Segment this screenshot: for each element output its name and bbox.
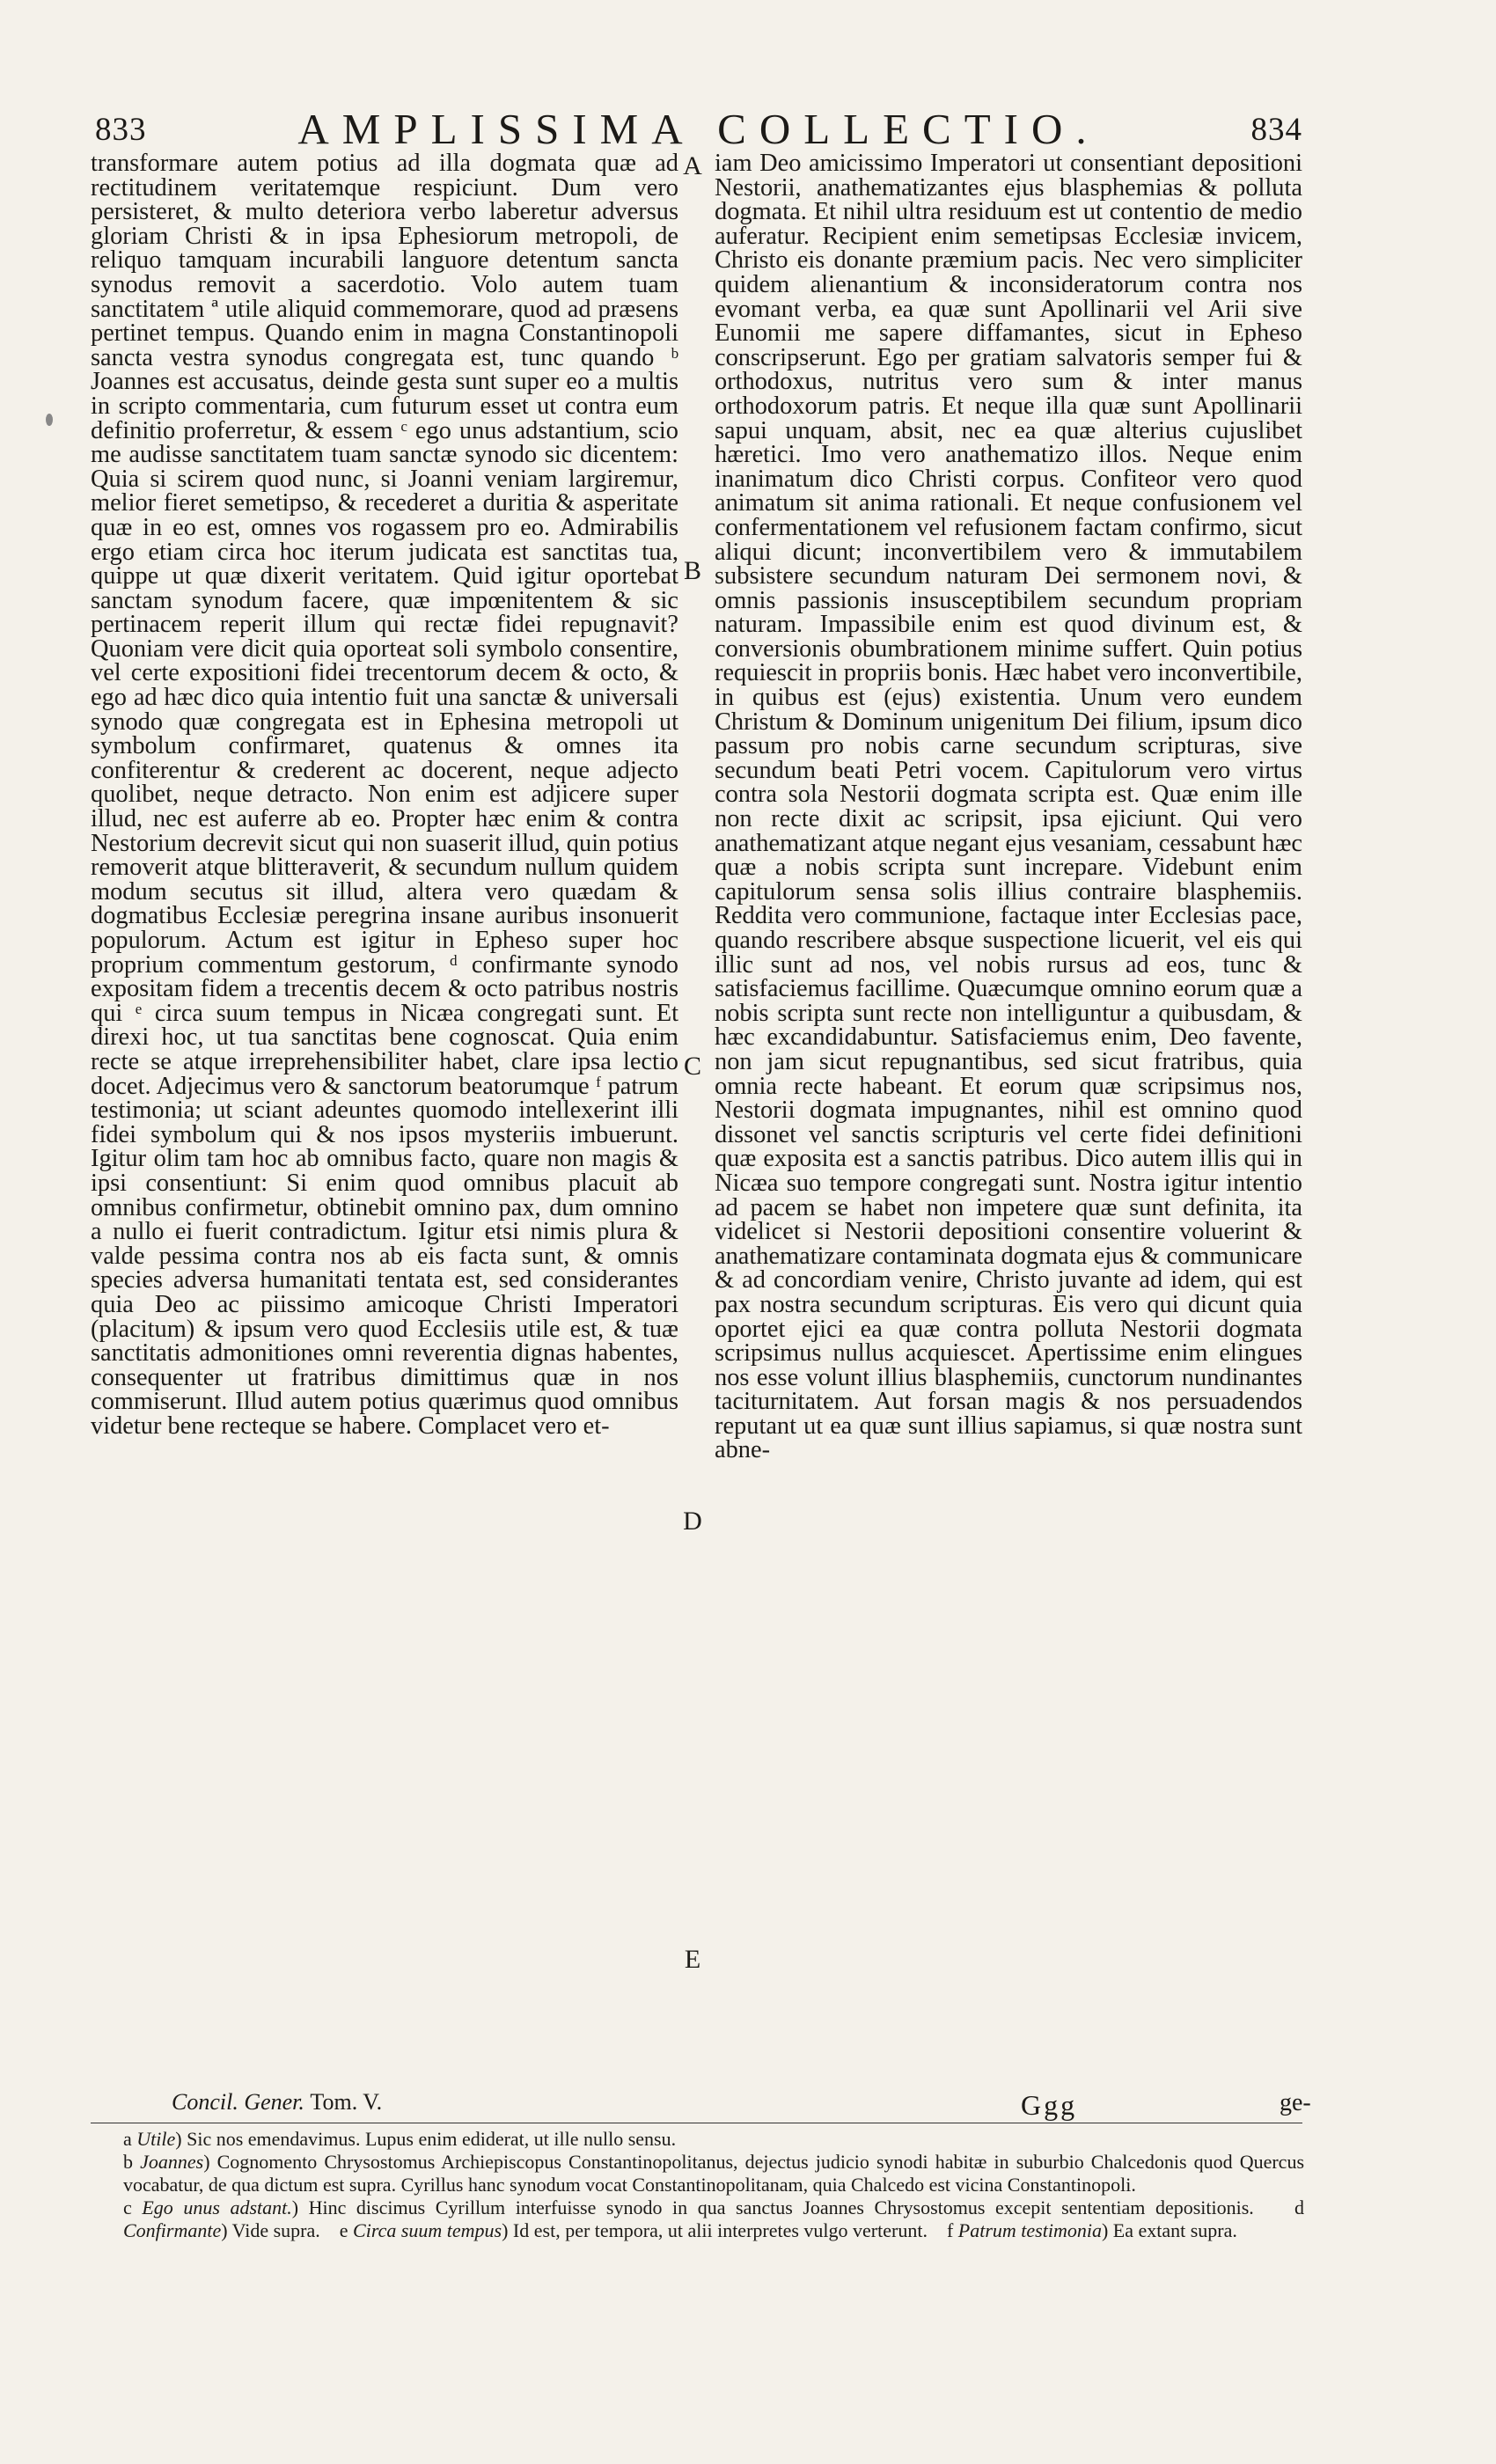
footnote-mark: e [339,2219,348,2241]
margin-letter-b: B [683,556,701,585]
signature-mark: Ggg [1021,2089,1078,2121]
running-title: AMPLISSIMA COLLECTIO. [297,105,1100,153]
margin-letter-e: E [684,1945,701,1974]
right-column-text: iam Deo amicissimo Imperatori ut consentiant depositioni Nestorii, anathematizantes ejus blasphemias & polluta dogmata. Et nihil ultra residuum est ut contentio de medio auferatur. Recipient enim semetipsas Ecclesiæ invicem, Christo eis donante præmium pacis. Nec vero simpliciter quidem alienantium & inconsideratorum contra nos evomant verba, ea quæ sunt Apollinarii vel Arii sive Eunomii me sapere diffamantes, sicut in Epheso conscripserunt. Ego per gratiam salvatoris semper fui & orthodoxus, nutritus vero sum & inter manus orthodoxorum patris. Et neque illa quæ sunt Apollinarii sapui unquam, absit, nec ea quæ alterius cujuslibet hæretici. Imo vero anathematizo illos. Neque enim inanimatum dico Christi corpus. Confiteor vero quod animatum sit anima rationali. Et neque confusionem vel confermentationem vel refusionem factam confirmo, sicut aliqui dicunt; inconvertibilem vero & immutabilem subsistere secundum naturam Dei sermonem novi, & omnis passionis insusceptibilem secundum propriam naturam. Impassibile enim est quod divinum est, & conversionis obumbrationem minime suffert. Quin potius requiescit in propriis bonis. Hæc habet vero inconvertibile, in quibus est (ejus) existentia. Unum vero eundem Christum & Dominum unigenitum Dei filium, ipsum dico passum pro nobis carne secundum scripturas, sive secundum beati Petri vocem. Capitulorum vero virtus contra sola Nestorii dogmata scripta est. Quæ enim ille non recte dixit ac scripsit, ipsa ejiciunt. Qui vero anathematizant atque negant ejus vesaniam, cessabunt hæc quæ a nobis scripta sunt increpare. Videbunt enim capitulorum sensa solis illius contraire blasphemiis. Reddita vero communione, factaque inter Ecclesias pace, quando rescribere absque suspectione licuerit, vel eis qui illic sunt ad nos, vel nobis rursus ad eos, tunc & satisfaciemus facillime. Quæcumque omnino eorum quæ a nobis scripta sunt recte non intelliguntur a quibusdam, & hæc excandidabuntur. Satisfaciemus enim, Deo favente, non jam sicut repugnantibus, sed sicut fratribus, quia omnia recte habeant. Et eorum quæ scripsimus nos, Nestorii dogmata impugnantes, nihil est omnino quod dissonet vel sanctis scripturis vel certe fidei definitioni quæ exposita est a sanctis patribus. Dico autem illis qui in Nicæa suo tempore congregati sunt. Nostra igitur intentio ad pacem se habet non impetere quæ sunt definita, ita videlicet si Nestorii depositioni consentire voluerint & anathematizare contaminata dogmata ejus & communicare & ad concordiam venire, Christo juvante ad idem, qui est pax nostra secundum scripturas. Eis vero qui dicunt quia oportet ejici ea quæ contra polluta Nestorii dogmata scripsimus nullus acquiescet. Apertissime enim elingues nos esse volunt illius blasphemiis, cunctorum nundinantes taciturnitatem. Aut forsan magis & nos persuadendos reputant ut ea quæ sunt illius sapiamus, si quæ nostra sunt abne- [715,150,1302,1464]
footnote-lemma: Confirmante [123,2219,222,2241]
footnote-lemma: Ego unus adstant. [142,2196,292,2218]
left-column [91,151,678,1438]
footnote-lemma: Circa suum tempus [353,2219,502,2241]
footnote-text: ) Hinc discimus Cyrillum interfuisse synodo in qua sanctus Joannes Chrysostomus excepit sententiam depositionis. [291,2196,1254,2218]
footnote-lemma: Patrum testimonia [957,2219,1102,2241]
footnote-mark: f [946,2219,954,2241]
footnote-line [123,2128,1304,2151]
margin-letter-d: D [683,1507,702,1536]
footnote-text: ) Ea extant supra. [1101,2219,1237,2241]
page-header [95,104,1302,157]
footnote-mark: d [1294,2196,1304,2218]
right-column [715,151,1302,1463]
footnote-text: ) Vide supra. [221,2219,320,2241]
margin-letter-a: A [683,151,702,180]
page-number-left: 833 [95,112,147,148]
series-title: Concil. Gener. [172,2089,304,2115]
footnote-mark: c [123,2196,132,2218]
footnote-mark: a [123,2128,132,2150]
pencil-mark [46,414,53,426]
footnote-mark: b [123,2151,133,2173]
footnotes [123,2128,1304,2242]
page-number-right: 834 [1250,112,1302,148]
series-line [172,2089,382,2116]
tome-number: Tom. V. [310,2089,383,2115]
footnote-lemma: Utile [136,2128,176,2150]
footnote-text: ) Sic nos emendavimus. Lupus enim ediderat, ut ille nullo sensu. [175,2128,677,2150]
footnote-lemma: Joannes [140,2151,204,2173]
footnote-line [123,2196,1304,2242]
footnote-text: ) Cognomento Chrysostomus Archiepiscopus Constantinopolitanus, dejectus judicio synodi habitæ in suburbio Chalcedonis quod Quercus vocabatur, de qua dictum est supra. Cyrillus hanc synodum vocat Constantinopolitanam, quia Chalcedo est vicina Constantinopoli. [123,2151,1305,2196]
margin-letter-c: C [683,1052,701,1081]
footnote-line [123,2151,1304,2196]
left-column-text: transformare autem potius ad illa dogmata quæ ad rectitudinem veritatemque respiciunt. Dum vero persisteret, & multo deteriora verbo laberetur adversus gloriam Christi & in ipsa Ephesiorum metropoli, de reliquo tamquam incurabili languore detentum sancta synodus removit a sacerdotio. Volo autem tuam sanctitatem ª utile aliquid commemorare, quod ad præsens pertinet tempus. Quando enim in magna Constantinopoli sancta vestra synodus congregata est, tunc quando ᵇ Joannes est accusatus, deinde gesta sunt super eo a multis in scripto commentaria, cum futurum esset ut contra eum definitio proferretur, & essem ᶜ ego unus adstantium, scio me audisse sanctitatem tuam sanctæ synodo sic dicentem: Quia si scirem quod nunc, si Joanni veniam largiremur, melior fieret semetipso, & recederet a duritia & asperitate quæ in eo est, omnes vos rogassem pro eo. Admirabilis ergo etiam circa hoc iterum judicata est sanctitas tua, quippe ut quæ dixerit veritatem. Quid igitur oportebat sanctam synodum facere, quæ impœnitentem & sic pertinacem reperit illum qui rectæ fidei repugnavit? Quoniam vere dicit quia oporteat soli symbolo consentire, vel certe expositioni fidei trecentorum decem & octo, & ego ad hæc dico quia intentio fuit una sanctæ & universali synodo quæ congregata est in Ephesina metropoli ut symbolum confirmaret, quatenus & omnes ita confiterentur & crederent ac docerent, neque adjecto quolibet, neque detracto. Non enim est adjicere super illud, nec est auferre ab eo. Propter hæc enim & contra Nestorium decrevit sicut qui non suaserit illud, quin potius removerit atque blitteraverit, & secundum nullum quidem modum secutus sit illud, altera vero quædam & dogmatibus Ecclesiæ peregrina insane auribus insonuerit populorum. Actum est igitur in Epheso super hoc proprium commentum gestorum, ᵈ confirmante synodo expositam fidem a trecentis decem & octo patribus nostris qui ᵉ circa suum tempus in Nicæa congregati sunt. Et direxi hoc, ut tua sanctitas bene cognoscat. Quia enim recte se atque irreprehensibiliter habet, clare ipsa lectio docet. Adjecimus vero & sanctorum beatorumque ᶠ patrum testimonia; ut sciant adeuntes quomodo intellexerint illi fidei symbolum qui & nos ipsos mysteriis imbuerunt. Igitur olim tam hoc ab omnibus facto, quare non magis & ipsi consentiunt: Si enim quod omnibus placuit ab omnibus confirmetur, obtinebit omnino pax, dum omnino a nullo ei fuerit contradictum. Igitur etsi nimis plura & valde pessima contra nos ab eis facta sunt, & omnis species adversa humanitati tentata est, sed considerantes quia Deo ac piissimo amicoque Christi Imperatori (placitum) & ipsum vero quod Ecclesiis utile est, & tuæ sanctitatis admonitiones omni reverentia dignas habentes, consequenter ut fratribus dimittimus quæ in nos commiserunt. Illud autem potius quærimus quod omnibus videtur bene recteque se habere. Complacet vero et- [91,150,678,1440]
footnote-text: ) Id est, per tempora, ut alii interpretes vulgo verterunt. [502,2219,928,2241]
catchword: ge- [1280,2089,1311,2116]
